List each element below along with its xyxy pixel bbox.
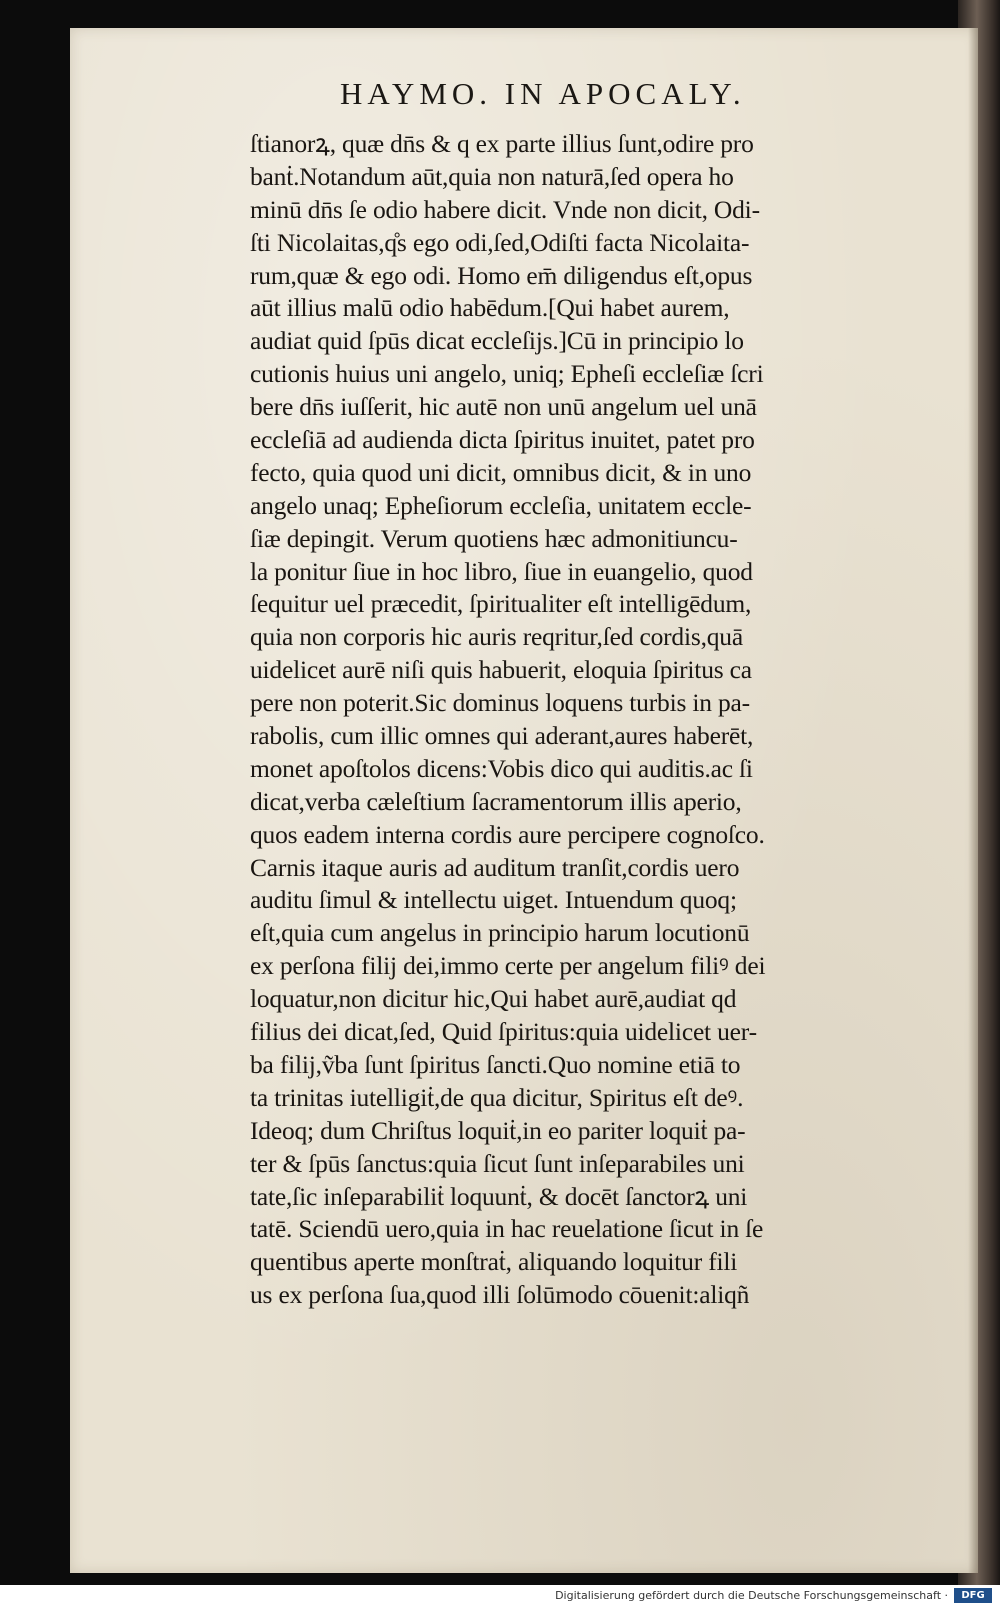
text-line: quos eadem interna cordis aure percipere cognoſco. (250, 819, 765, 849)
text-line: bere dn̄s iuſſerit, hic autē non unū angelum uel unā (250, 392, 757, 422)
text-line: Carnis itaque auris ad auditum tranſit,cordis uero (250, 852, 740, 882)
text-line: minū dn̄s ſe odio habere dicit. Vnde non dicit, Odi- (250, 194, 760, 224)
text-line: us ex perſona ſua,quod illi ſolūmodo cōuenit:aliqñ (250, 1280, 750, 1310)
text-line: eccleſiā ad audienda dicta ſpiritus inuitet, patet pro (250, 425, 755, 455)
running-head: HAYMO. IN APOCALY. (340, 76, 746, 111)
text-line: filius dei dicat,ſed, Quid ſpiritus:quia uidelicet uer- (250, 1017, 757, 1047)
text-line: quia non corporis hic auris reqritur,ſed cordis,quā (250, 622, 743, 652)
text-line: banṫ.Notandum aūt,quia non naturā,ſed opera ho (250, 161, 734, 191)
text-line: la ponitur ſiue in hoc libro, ſiue in euangelio, quod (250, 556, 753, 586)
text-line: loquatur,non dicitur hic,Qui habet aurē,audiat qd (250, 984, 737, 1014)
page-edge-shadow (968, 28, 978, 1573)
text-line: cutionis huius uni angelo, uniq; Epheſi eccleſiæ ſcri (250, 359, 764, 389)
text-line: tate,ſic inſeparabiliṫ loquunṫ, & docēt ſanctorꝝ uni (250, 1181, 748, 1211)
text-line: angelo unaq; Epheſiorum eccleſia, unitatem eccle- (250, 490, 752, 520)
text-line: audiat quid ſpūs dicat eccleſijs.]Cū in principio lo (250, 326, 744, 356)
text-line: Ideoq; dum Chriſtus loquiṫ,in eo pariter loquiṫ pa- (250, 1115, 746, 1145)
text-line: ſequitur uel præcedit, ſpiritualiter eſt intelligēdum, (250, 589, 752, 619)
text-line: ſti Nicolaitas,q̊s ego odi,ſed,Odiſti facta Nicolaita- (250, 227, 750, 257)
text-line: ſtianorꝝ, quæ dn̄s & q ex parte illius ſunt,odire pro (250, 129, 754, 158)
text-line: rum,quæ & ego odi. Homo em̄ diligendus eſt,opus (250, 260, 753, 290)
text-line: ba filij,ṽba ſunt ſpiritus ſancti.Quo nomine etiā to (250, 1049, 741, 1079)
text-line: tatē. Sciendū uero,quia in hac reuelatione ſicut in ſe (250, 1214, 764, 1244)
text-block (250, 128, 950, 1312)
text-line: quentibus aperte monſtraṫ, aliquando loquitur fili (250, 1247, 738, 1277)
text-line: rabolis, cum illic omnes qui aderant,aures haberēt, (250, 721, 754, 751)
funding-credit: Digitalisierung gefördert durch die Deutsche Forschungsgemeinschaft · (555, 1589, 948, 1602)
digitization-footer (0, 1585, 1000, 1608)
text-line: ſiæ depingit. Verum quotiens hæc admonitiuncu- (250, 523, 738, 553)
text-line: auditu ſimul & intellectu uiget. Intuendum quoq; (250, 885, 737, 915)
text-line: eſt,quia cum angelus in principio harum locutionū (250, 918, 750, 948)
text-line: uidelicet aurē niſi quis habuerit, eloquia ſpiritus ca (250, 655, 752, 685)
text-line: monet apoſtolos dicens:Vobis dico qui auditis.ac ſi (250, 753, 753, 783)
text-line: dicat,verba cæleſtium ſacramentorum illis aperio, (250, 786, 742, 816)
text-line: ex perſona filij dei,immo certe per angelum filiꝰ dei (250, 951, 766, 981)
text-line: fecto, quia quod uni dicit, omnibus dicit, & in uno (250, 457, 752, 487)
dfg-logo: DFG (954, 1588, 992, 1603)
text-line: aūt illius malū odio habēdum.[Qui habet aurem, (250, 293, 730, 323)
text-line: ta trinitas iutelligiṫ,de qua dicitur, Spiritus eſt deꝰ. (250, 1082, 744, 1112)
text-line: ter & ſpūs ſanctus:quia ſicut ſunt inſeparabiles uni (250, 1148, 745, 1178)
text-line: pere non poterit.Sic dominus loquens turbis in pa- (250, 688, 750, 718)
